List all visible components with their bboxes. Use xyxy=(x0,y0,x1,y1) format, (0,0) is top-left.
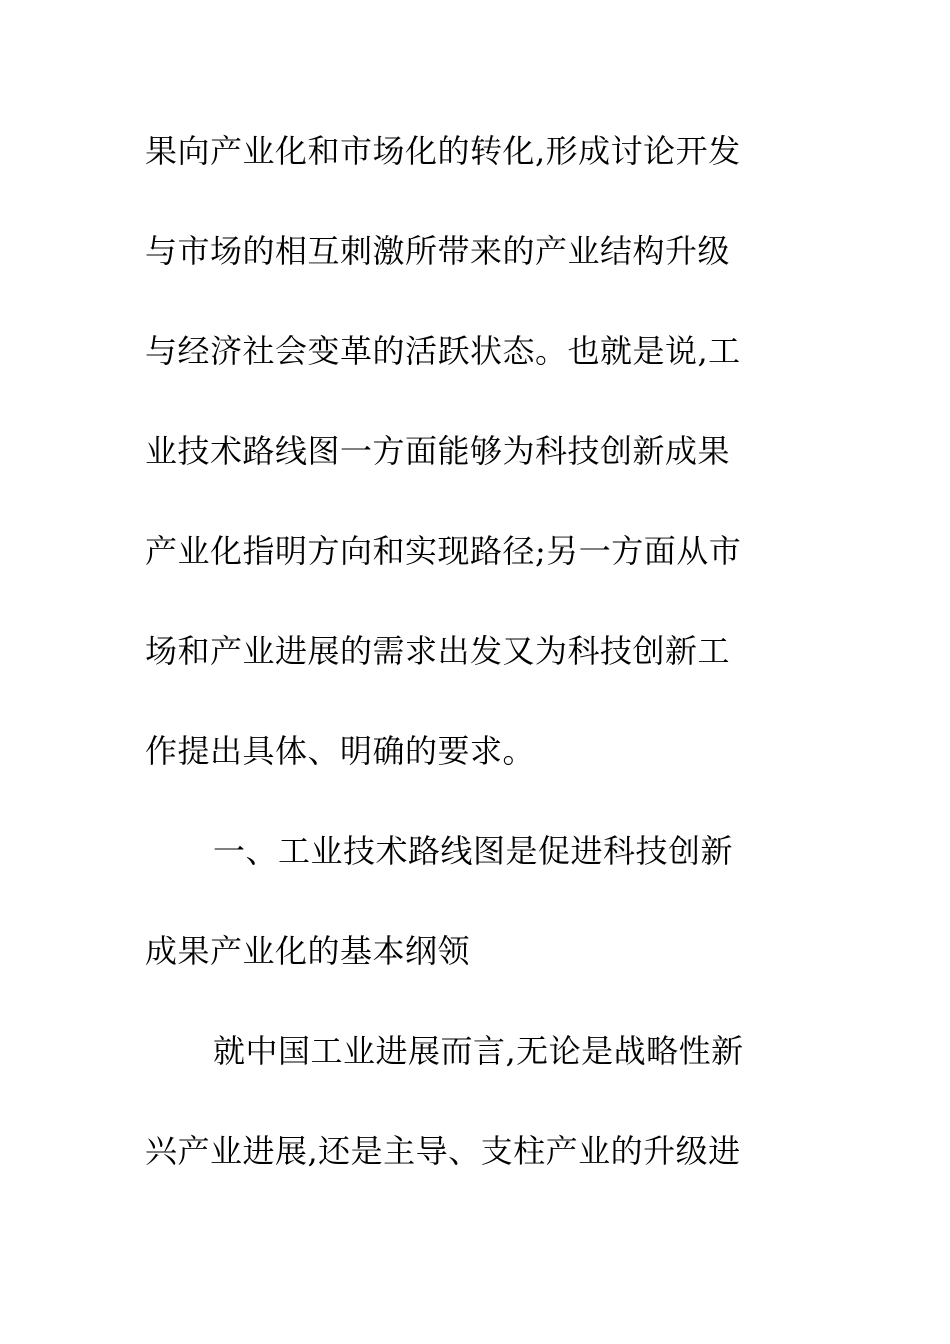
section-heading-line: 成果产业化的基本纲领 xyxy=(145,932,471,970)
paragraph-line: 产业化指明方向和实现路径;另一方面从市 xyxy=(145,532,742,570)
paragraph-line: 与经济社会变革的活跃状态。也就是说,工 xyxy=(145,332,741,370)
paragraph-line: 作提出具体、明确的要求。 xyxy=(145,732,536,770)
paragraph-line: 就中国工业进展而言,无论是战略性新 xyxy=(213,1032,744,1070)
paragraph-line: 与市场的相互刺激所带来的产业结构升级 xyxy=(145,232,731,270)
paragraph-line: 果向产业化和市场化的转化,形成讨论开发 xyxy=(145,132,741,170)
paragraph-line: 兴产业进展,还是主导、支柱产业的升级进 xyxy=(145,1132,741,1170)
section-heading-line: 一、工业技术路线图是促进科技创新 xyxy=(213,832,734,870)
paragraph-line: 业技术路线图一方面能够为科技创新成果 xyxy=(145,432,731,470)
paragraph-line: 场和产业进展的需求出发又为科技创新工 xyxy=(145,632,731,670)
